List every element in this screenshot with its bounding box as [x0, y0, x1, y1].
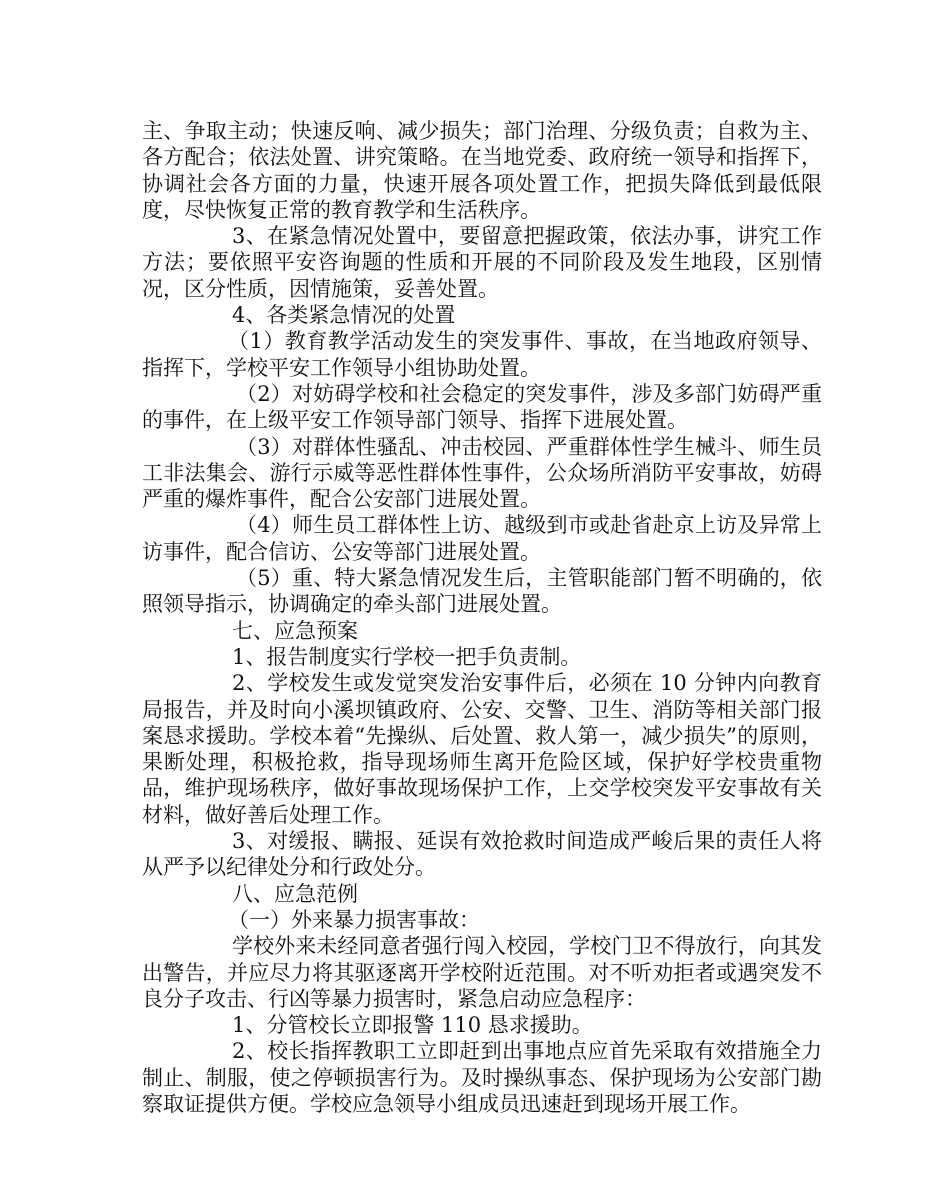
- paragraph-subitem-4: （4）师生员工群体性上访、越级到市或赴省赴京上访及异常上访事件，配合信访、公安等部门进展处置。: [142, 513, 822, 564]
- section-heading-7: 七、应急预案: [232, 618, 358, 643]
- paragraph-procedure-2: 2、校长指挥教职工立即赶到出事地点应首先采取有效措施全力制止、制服，使之停顿损害行为。及时操纵事态、保护现场为公安部门勘察取证提供方便。学校应急领导小组成员迅速赶到现场开展工作。: [142, 1039, 822, 1116]
- paragraph-item-3: 3、在紧急情况处置中，要留意把握政策，依法办事，讲究工作方法；要依照平安咨询题的性质和开展的不同阶段及发生地段，区别情况，区分性质，因情施策，妥善处置。: [142, 224, 822, 301]
- paragraph-subitem-3: （3）对群体性骚乱、冲击校园、严重群体性学生械斗、师生员工非法集会、游行示威等恶性群体性事件，公众场所消防平安事故，妨碍严重的爆炸事件，配合公安部门进展处置。: [142, 434, 822, 512]
- paragraph-subitem-5: （5）重、特大紧急情况发生后，主管职能部门暂不明确的，依照领导指示，协调确定的牵头部门进展处置。: [142, 566, 822, 617]
- paragraph-heading-4: 4、各类紧急情况的处置: [232, 303, 456, 328]
- paragraph-plan-2: 2、学校发生或发觉突发治安事件后，必须在 10 分钟内向教育局报告，并及时向小溪坝镇政府、公安、交警、卫生、消防等相关部门报案恳求援助。学校本着“先操纵、后处置、救人第一，减少损失”的原则，果断处理，积极抢救，指导现场师生离开危险区域，保护好学校贵重物品，维护现场秩序，做好事故现场保护工作，上交学校突发平安事故有关材料，做好善后处理工作。: [142, 671, 822, 827]
- paragraph-intrusion: 学校外来未经同意者强行闯入校园，学校门卫不得放行，向其发出警告，并应尽力将其驱逐离开学校附近范围。对不听劝拒者或遇突发不良分子攻击、行凶等暴力损害时，紧急启动应急程序：: [142, 934, 822, 1011]
- paragraph-subitem-2: （2）对妨碍学校和社会稳定的突发事件，涉及多部门妨碍严重的事件，在上级平安工作领导部门领导、指挥下进展处置。: [142, 381, 822, 433]
- paragraph-subitem-1: （1）教育教学活动发生的突发事件、事故，在当地政府领导、指挥下，学校平安工作领导小组协助处置。: [142, 329, 822, 380]
- paragraph-plan-1: 1、报告制度实行学校一把手负责制。: [232, 644, 582, 669]
- paragraph-plan-3: 3、对缓报、瞒报、延误有效抢救时间造成严峻后果的责任人将从严予以纪律处分和行政处分。: [142, 829, 822, 880]
- paragraph-procedure-1: 1、分管校长立即报警 110 恳求援助。: [232, 1013, 593, 1038]
- section-heading-8: 八、应急范例: [232, 881, 358, 906]
- subsection-heading-1: （一）外来暴力损害事故：: [228, 907, 480, 932]
- document-body: [142, 118, 822, 1117]
- paragraph-principles: 主、争取主动；快速反响、减少损失；部门治理、分级负责；自救为主、各方配合；依法处置、讲究策略。在当地党委、政府统一领导和指挥下，协调社会各方面的力量，快速开展各项处置工作，把损失降低到最低限度，尽快恢复正常的教育教学和生活秩序。: [142, 119, 822, 222]
